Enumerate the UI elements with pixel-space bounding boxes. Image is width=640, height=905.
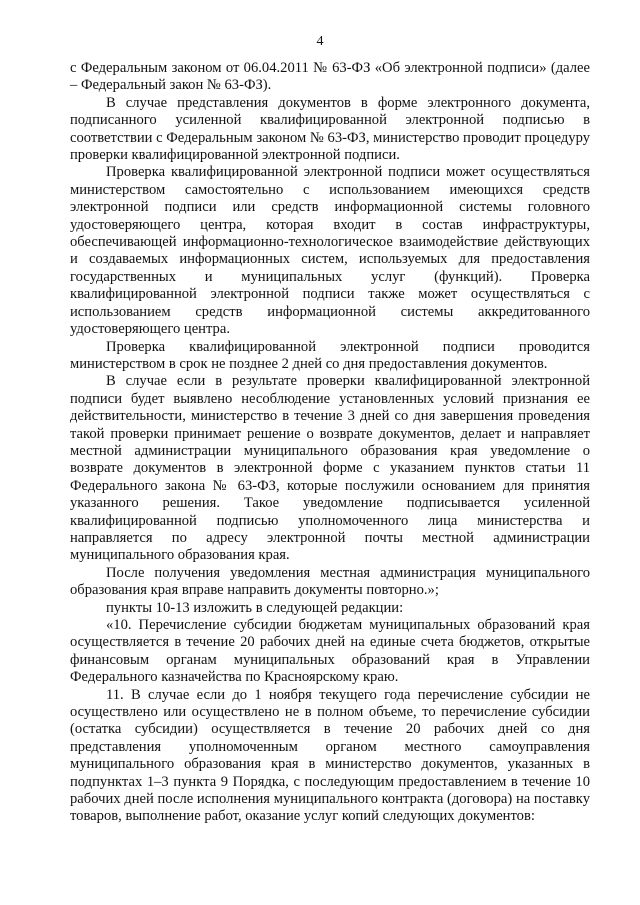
paragraph: с Федеральным законом от 06.04.2011 № 63-ФЗ «Об электронной подписи» (далее – Федеральный закон № 63-ФЗ).: [70, 60, 590, 94]
paragraph: После получения уведомления местная администрация муниципального образования края вправе направить документы повторно.»;: [70, 564, 590, 599]
document-body: [70, 60, 590, 826]
paragraph: 11. В случае если до 1 ноября текущего года перечисление субсидии не осуществлено или осуществлено не в полном объеме, то перечисление субсидии (остатка субсидии) осуществляется в течение 20 рабочих дней со дня представления уполномоченным органом местного самоуправления муниципального образования края в министерство документов, указанных в подпунктах 1–3 пункта 9 Порядка, с последующим предоставлением в течение 10 рабочих дней после исполнения муниципального контракта (договора) на поставку товаров, выполнение работ, оказание услуг копий следующих документов:: [70, 686, 590, 825]
paragraph: пункты 10-13 изложить в следующей редакции:: [106, 599, 404, 616]
paragraph: В случае если в результате проверки квалифицированной электронной подписи будет выявлено несоблюдение установленных условий признания ее действительности, министерство в течение 3 дней со дня завершения проведения такой проверки принимает решение о возврате документов, делает и направляет местной администрации муниципального образования края уведомление о возврате документов в электронной форме с указанием пунктов статьи 11 Федерального закона № 63-ФЗ, которые послужили основанием для принятия указанного решения. Такое уведомление подписывается усиленной квалифицированной подписью уполномоченного лица министерства и направляется по адресу электронной почты местной администрации муниципального образования края.: [70, 373, 590, 564]
paragraph: «10. Перечисление субсидии бюджетам муниципальных образований края осуществляется в течение 20 рабочих дней на единые счета бюджетов, открытые финансовым органам муниципальных образований края в Управлении Федерального казначейства по Красноярскому краю.: [70, 617, 590, 686]
paragraph: В случае представления документов в форме электронного документа, подписанного усиленной квалифицированной электронной подписью в соответствии с Федеральным законом № 63-ФЗ, министерство проводит процедуру проверки квалифицированной электронной подписи.: [70, 94, 590, 164]
page-number: 4: [316, 34, 324, 49]
paragraph: Проверка квалифицированной электронной подписи может осуществляться министерством самостоятельно с использованием имеющихся средств электронной подписи или средств информационной системы головного удостоверяющего центра, которая входит в состав инфраструктуры, обеспечивающей информационно-технологическое взаимодействие действующих и создаваемых информационных систем, используемых для предоставления государственных и муниципальных услуг (функций). Проверка квалифицированной электронной подписи также может осуществляться с использованием средств информационной системы аккредитованного удостоверяющего центра.: [70, 164, 590, 338]
paragraph: Проверка квалифицированной электронной подписи проводится министерством в срок не позднее 2 дней со дня предоставления документов.: [70, 338, 590, 372]
